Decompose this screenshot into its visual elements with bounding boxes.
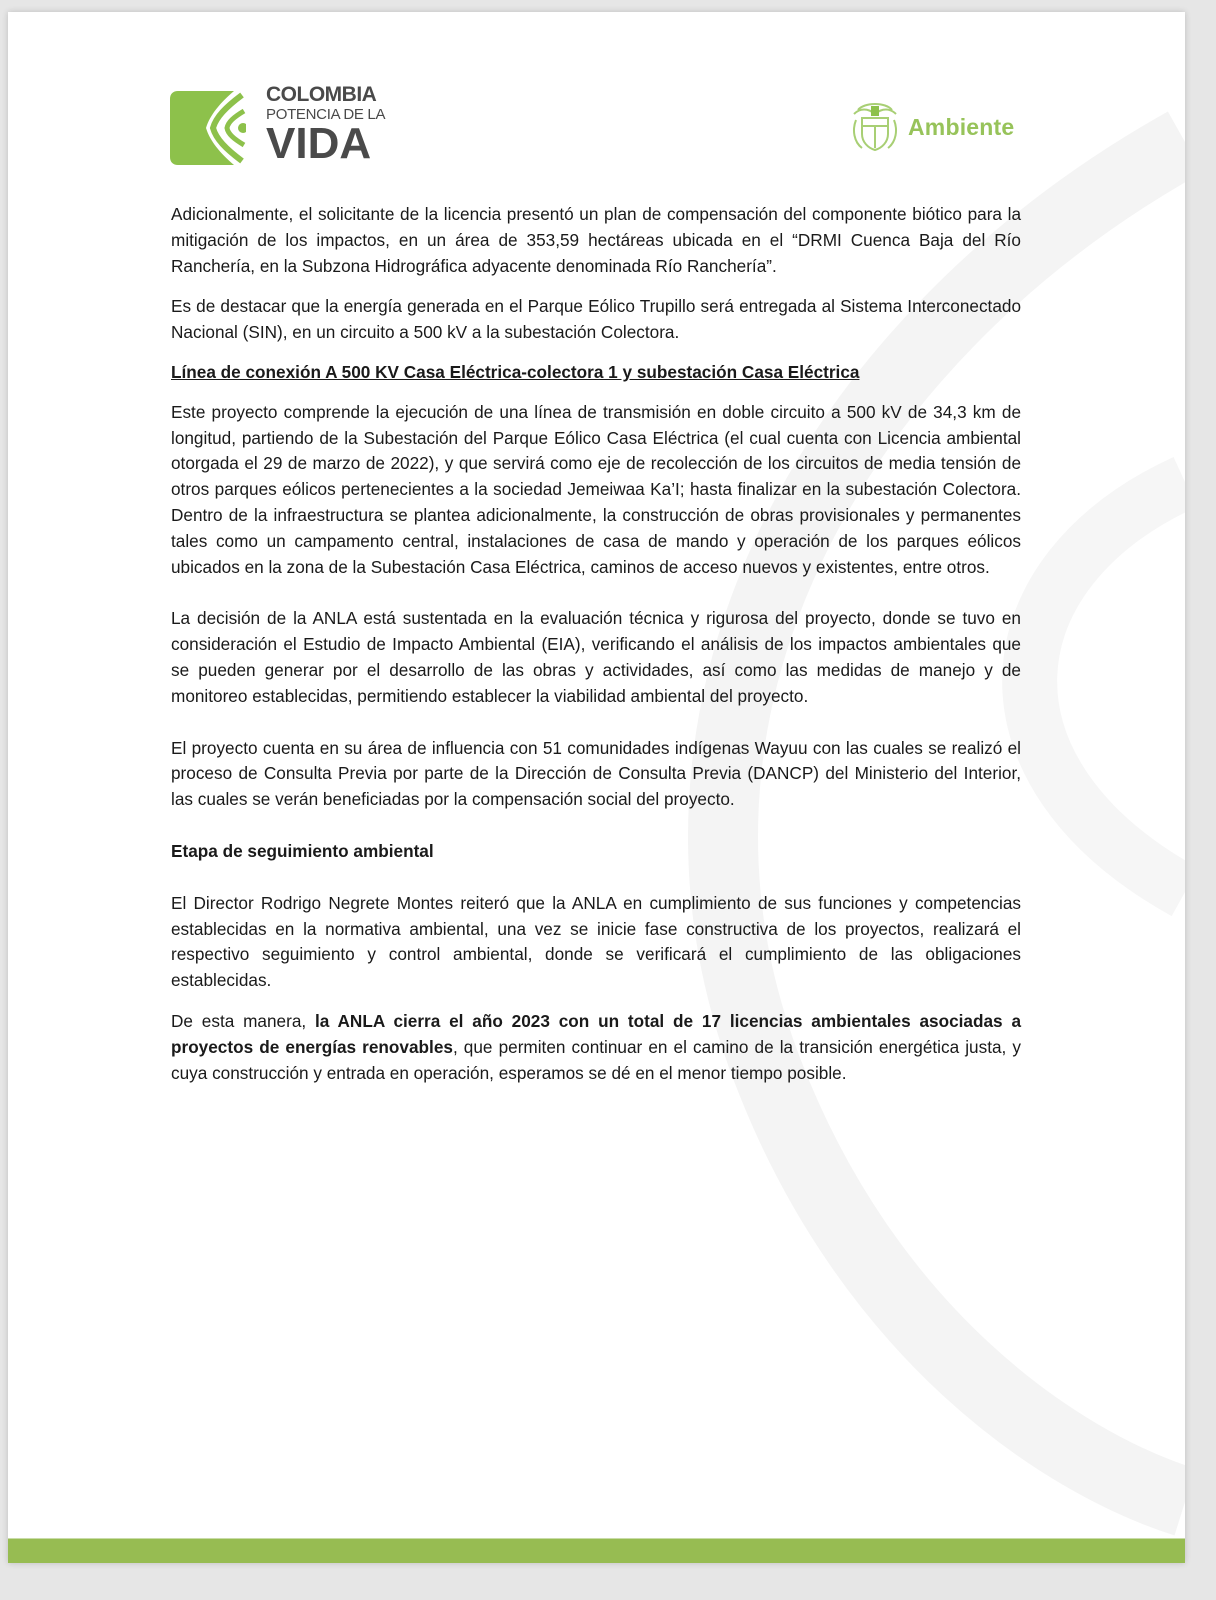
logo-line-potencia: POTENCIA DE LA [266, 106, 386, 123]
heading-environmental-followup: Etapa de seguimiento ambiental [171, 840, 434, 861]
coat-of-arms-icon [850, 100, 900, 154]
paragraph-wayuu-communities: El proyecto cuenta en su área de influencia con 51 comunidades indígenas Wayuu con las cuales se realizó el proceso de Consulta Previa por parte de la Dirección de Consulta Previa (DANCP) del Ministerio del Interior, las cuales se verán beneficiadas por la compensación social del proyecto. [171, 737, 1021, 810]
ambiente-logo [850, 100, 1014, 154]
closing-highlight: la ANLA cierra el año 2023 con un total de 17 licencias ambientales asociadas a proyectos de energías renovables [171, 1010, 1021, 1057]
logo-line-vida: VIDA [266, 119, 372, 168]
document-page [8, 12, 1185, 1563]
closing-suffix: , que permiten continuar en el camino de la transición energética justa, y cuya construcción y entrada en operación, esperamos se dé en el menor tiempo posible. [171, 1036, 1021, 1083]
heading-connection-line: Línea de conexión A 500 KV Casa Eléctrica-colectora 1 y subestación Casa Eléctrica [171, 361, 860, 382]
paragraph-director-statement: El Director Rodrigo Negrete Montes reiteró que la ANLA en cumplimiento de sus funciones y competencias establecidas en la normativa ambiental, una vez se inicie fase constructiva de los proyectos, realizará el respectivo seguimiento y control ambiental, donde se verificará el cumplimiento de las obligaciones establecidas. [171, 892, 1021, 991]
document-body [171, 202, 1021, 1086]
letterhead [8, 12, 1185, 182]
paragraph-anla-decision: La decisión de la ANLA está sustentada en la evaluación técnica y rigurosa del proyecto, donde se tuvo en consideración el Estudio de Impacto Ambiental (EIA), verificando el análisis de los impactos ambientales que se pueden generar por el desarrollo de las obras y actividades, así como las medidas de manejo y de monitoreo establecidas, permitiendo establecer la viabilidad ambiental del proyecto. [171, 608, 1021, 706]
ambiente-label: Ambiente [908, 113, 1015, 140]
paragraph-energy-delivery: Es de destacar que la energía generada en el Parque Eólico Trupillo será entregada al Sistema Interconectado Nacional (SIN), en un circuito a 500 kV a la subestación Colectora. [171, 296, 1021, 343]
closing-prefix: De esta manera, [171, 1010, 315, 1031]
paragraph-project-scope: Este proyecto comprende la ejecución de una línea de transmisión en doble circuito a 500 kV de 34,3 km de longitud, partiendo de la Subestación del Parque Eólico Casa Eléctrica (el cual cuenta con Licencia ambiental otorgada el 29 de marzo de 2022), y que servirá como eje de recolección de los circuitos de media tensión de otros parques eólicos pertenecientes a la sociedad Jemeiwaa Ka’I; hasta finalizar en la subestación Colectora. Dentro de la infraestructura se plantea adicionalmente, la construcción de obras provisionales y permanentes tales como un campamento central, instalaciones de casa de mando y operación de los parques eólicos ubicados en la zona de la Subestación Casa Eléctrica, caminos de acceso nuevos y existentes, entre otros. [171, 401, 1021, 577]
footer-green-bar [8, 1538, 1185, 1563]
logo-line-colombia: COLOMBIA [266, 83, 377, 106]
colombia-potencia-logo [168, 76, 398, 171]
paragraph-compensation-plan: Adicionalmente, el solicitante de la licencia presentó un plan de compensación del componente biótico para la mitigación de los impactos, en un área de 353,59 hectáreas ubicada en el “DRMI Cuenca Baja del Río Ranchería, en la Subzona Hidrográfica adyacente denominada Río Ranchería”. [171, 204, 1021, 276]
colombia-wave-icon [168, 89, 246, 167]
paragraph-closing [171, 1009, 1021, 1086]
